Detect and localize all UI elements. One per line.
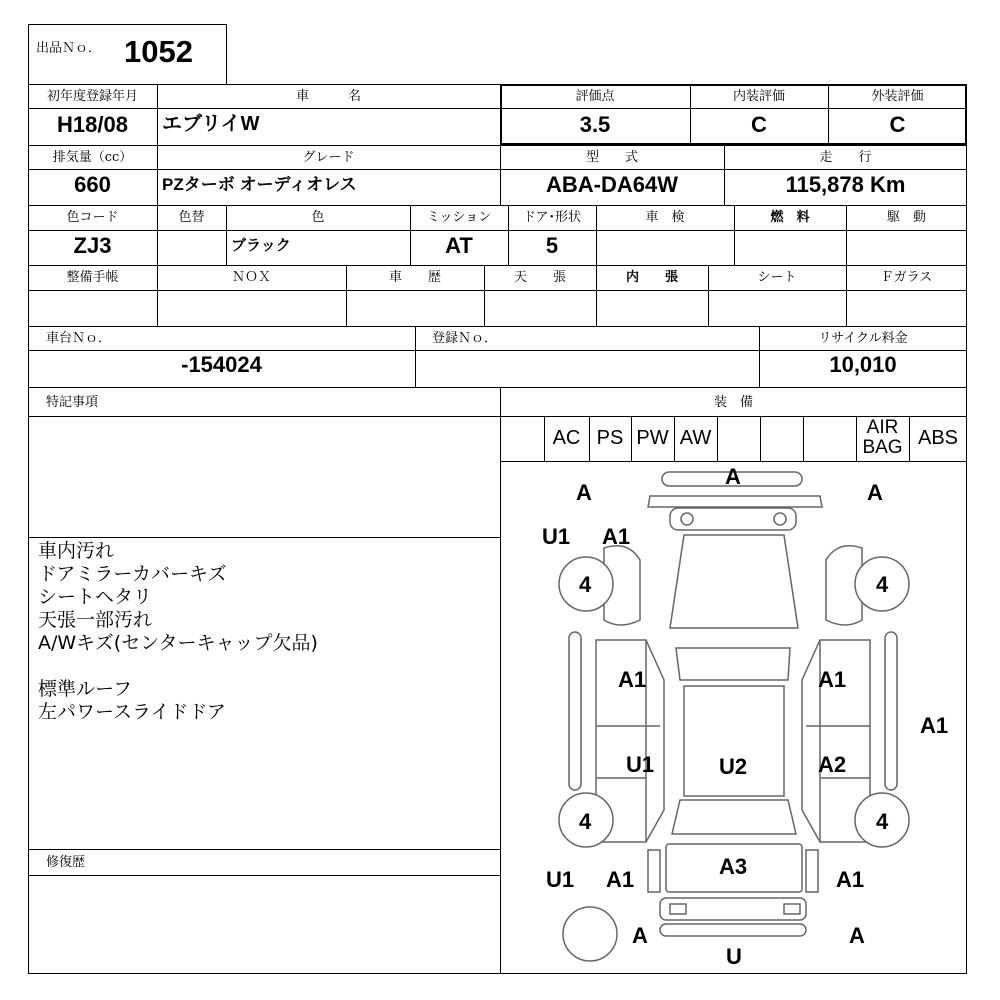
damage-front-left: A	[576, 480, 592, 505]
damage-left-slide-door: U1	[626, 752, 655, 777]
recycle-fee-label: リサイクル料金	[818, 331, 908, 346]
mileage-label: 走 行	[819, 150, 872, 165]
mission-value: AT	[445, 233, 473, 258]
recycle-fee-value: 10,010	[829, 352, 897, 377]
damage-front-right: A	[867, 480, 883, 505]
damage-left-front-fender-a: A1	[602, 524, 631, 549]
interior-rating-value: C	[751, 112, 767, 137]
damage-rear-left-u: U1	[546, 867, 575, 892]
registration-number-label: 登録Ｎｏ．	[432, 331, 498, 346]
equipment-airbag: AIR BAG	[862, 417, 903, 458]
displacement-value: 660	[74, 172, 111, 197]
damage-right-slide-door: A2	[818, 752, 847, 777]
remark-line	[38, 655, 318, 678]
interior-trim-label: 内 張	[625, 270, 678, 285]
damage-roof: U2	[719, 754, 748, 779]
windshield	[670, 535, 798, 628]
remark-line: シートヘタリ	[38, 586, 153, 608]
damage-right-front-door: A1	[818, 667, 847, 692]
damage-left-front-door: A1	[618, 667, 647, 692]
repair-history-label: 修復歴	[46, 855, 86, 870]
chassis-number-label: 車台Ｎｏ．	[46, 331, 112, 346]
equipment-aw: AW	[679, 427, 712, 449]
lot-number-label: 出品Ｎｏ．	[36, 41, 102, 56]
exterior-rating-label: 外装評価	[871, 89, 924, 104]
chassis-number-value: -154024	[181, 352, 262, 377]
lot-number-value: 1052	[124, 34, 193, 69]
front-panel	[670, 508, 796, 530]
interior-rating-label: 内装評価	[732, 89, 785, 104]
remarks-label: 特記事項	[46, 395, 99, 410]
maintenance-book-label: 整備手帳	[66, 270, 119, 285]
model-value: ABA-DA64W	[546, 172, 678, 197]
displacement-label: 排気量（cc）	[52, 150, 133, 165]
color-value: ブラック	[231, 237, 291, 254]
score-label: 評価点	[575, 89, 615, 104]
front-glass-label: Ｆガラス	[880, 270, 933, 285]
remark-line: 車内汚れ	[38, 540, 115, 562]
mileage-value: 115,878 Km	[785, 172, 906, 197]
front-grille	[648, 496, 822, 507]
damage-rear-left-a: A1	[606, 867, 635, 892]
tire-rear-right-value: 4	[876, 809, 889, 834]
damage-rear-center: U	[726, 944, 742, 969]
grade-value: PZターボ オーディオレス	[162, 175, 357, 194]
color-code-value: ZJ3	[73, 233, 112, 258]
grade-label: グレード	[302, 150, 355, 165]
remark-line: A/Wキズ(センターキャップ欠品)	[38, 632, 318, 654]
damage-rear-left: A	[632, 923, 648, 948]
rear-window	[672, 800, 796, 834]
door-shape-label: ドア･形状	[522, 210, 582, 225]
right-sill	[885, 632, 897, 790]
tire-front-left-value: 4	[579, 572, 592, 597]
equipment-pw: PW	[636, 427, 669, 449]
mission-label: ミッション	[426, 210, 492, 225]
car-diagram	[501, 462, 966, 973]
damage-rear-right: A	[849, 923, 865, 948]
tire-front-right-value: 4	[876, 572, 889, 597]
remark-line: 左パワースライドドア	[38, 701, 226, 723]
damage-rear-right-a: A1	[836, 867, 865, 892]
door-shape-value: 5	[545, 233, 559, 258]
damage-front-center: A	[725, 464, 741, 489]
nox-label: ＮＯＸ	[231, 270, 271, 285]
exterior-rating-value: C	[889, 112, 906, 137]
left-sill	[569, 632, 581, 790]
car-name-label: 車 名	[295, 89, 361, 104]
equipment-label: 装 備	[713, 395, 753, 410]
car-history-label: 車 歴	[388, 270, 441, 285]
score-value: 3.5	[579, 112, 611, 137]
color-change-label: 色替	[178, 210, 205, 225]
remark-line: 標準ルーフ	[38, 678, 133, 700]
car-name-value: エブリイW	[162, 113, 260, 135]
roof	[684, 686, 784, 796]
equipment-ac: AC	[552, 427, 581, 449]
first-registration-label: 初年度登録年月	[46, 89, 138, 104]
seat-label: シート	[757, 270, 797, 285]
fuel-label: 燃 料	[770, 210, 810, 225]
tire-rear-left-value: 4	[579, 809, 592, 834]
color-code-label: 色コード	[66, 210, 119, 225]
drive-label: 駆 動	[886, 210, 926, 225]
damage-left-front-fender-u: U1	[542, 524, 571, 549]
damage-back-door: A3	[719, 854, 748, 879]
damage-right-side: A1	[920, 713, 949, 738]
equipment-ps: PS	[596, 427, 624, 449]
color-label: 色	[311, 210, 325, 225]
ceiling-label: 天 張	[513, 270, 566, 285]
remark-line: 天張一部汚れ	[38, 609, 153, 631]
inspection-label: 車 検	[645, 210, 685, 225]
remarks-text	[38, 540, 318, 724]
first-registration-value: H18/08	[57, 112, 128, 137]
model-label: 型 式	[585, 150, 638, 165]
spare-tire	[563, 907, 617, 961]
equipment-abs: ABS	[917, 427, 959, 449]
remark-line: ドアミラーカバーキズ	[38, 563, 227, 585]
